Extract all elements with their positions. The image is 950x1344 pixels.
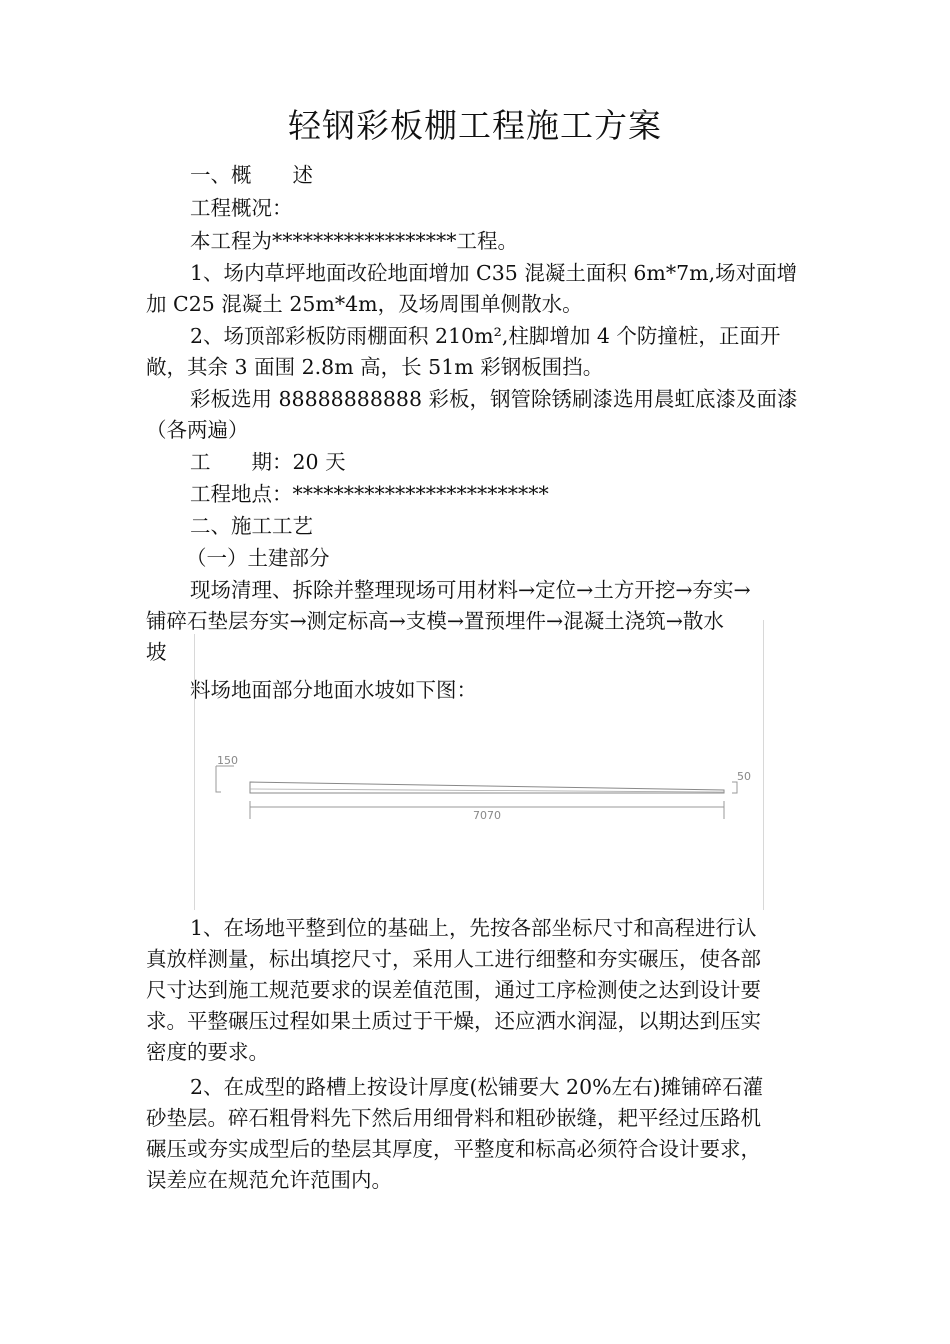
slope-diagram-svg bbox=[194, 620, 764, 910]
left-height-bracket bbox=[216, 766, 221, 792]
text-line: 1、场内草坪地面改砼地面增加 C35 混凝土面积 6m*7m,场对面增 bbox=[190, 261, 798, 285]
text-line: 真放样测量，标出填挖尺寸，采用人工进行细整和夯实碾压，使各部 bbox=[146, 947, 761, 971]
subsection-heading-civil: （一）土建部分 bbox=[186, 546, 330, 570]
location-line: 工程地点：************************* bbox=[190, 482, 549, 506]
right-height-label: 50 bbox=[737, 770, 751, 783]
left-height-label: 150 bbox=[217, 754, 238, 767]
text-line: 误差应在规范允许范围内。 bbox=[146, 1168, 392, 1192]
text-line: 加 C25 混凝土 25m*4m，及场周围单侧散水。 bbox=[146, 292, 583, 316]
figure-caption: 料场地面部分地面水坡如下图： bbox=[190, 678, 477, 702]
paragraph-step-2 bbox=[146, 1072, 810, 1196]
overview-label: 工程概况： bbox=[190, 196, 293, 220]
text-line: 敞，其余 3 面围 2.8m 高，长 51m 彩钢板围挡。 bbox=[146, 355, 604, 379]
slope-diagram bbox=[194, 620, 764, 910]
section-heading-process: 二、施工工艺 bbox=[190, 514, 313, 538]
text-line: 现场清理、拆除并整理现场可用材料→定位→土方开挖→夯实→ bbox=[190, 578, 751, 602]
right-height-bracket bbox=[732, 782, 737, 793]
section-heading-overview: 一、概 述 bbox=[190, 163, 313, 187]
paragraph-step-1 bbox=[146, 913, 810, 1068]
text-line: 铺碎石垫层夯实→测定标高→支模→置预埋件→混凝土浇筑→散水 bbox=[146, 609, 724, 633]
document-title: 轻钢彩板棚工程施工方案 bbox=[288, 106, 662, 145]
text-line: 坡 bbox=[146, 640, 167, 664]
text-line: 尺寸达到施工规范要求的误差值范围，通过工序检测使之达到设计要 bbox=[146, 978, 761, 1002]
length-label: 7070 bbox=[473, 809, 501, 822]
text-line: 2、在成型的路槽上按设计厚度(松铺要大 20%左右)摊铺碎石灌 bbox=[190, 1075, 764, 1099]
paragraph-item-1 bbox=[146, 258, 810, 320]
text-line: 碾压或夯实成型后的垫层其厚度，平整度和标高必须符合设计要求， bbox=[146, 1137, 761, 1161]
paragraph-item-2 bbox=[146, 321, 810, 383]
text-line: （各两遍） bbox=[146, 418, 249, 442]
text-line: 求。平整碾压过程如果土质过于干燥，还应洒水润湿，以期达到压实 bbox=[146, 1009, 761, 1033]
text-line: 1、在场地平整到位的基础上，先按各部坐标尺寸和高程进行认 bbox=[190, 916, 757, 940]
text-line: 密度的要求。 bbox=[146, 1040, 269, 1064]
project-line: 本工程为******************工程。 bbox=[190, 229, 518, 253]
text-line: 砂垫层。碎石粗骨料先下然后用细骨料和粗砂嵌缝，耙平经过压路机 bbox=[146, 1106, 761, 1130]
text-line: 彩板选用 88888888888 彩板，钢管除锈刷漆选用晨虹底漆及面漆 bbox=[190, 387, 798, 411]
text-line: 2、场顶部彩板防雨棚面积 210m²,柱脚增加 4 个防撞桩，正面开 bbox=[190, 324, 781, 348]
paragraph-material bbox=[146, 384, 810, 446]
period-line: 工 期：20 天 bbox=[190, 450, 346, 474]
